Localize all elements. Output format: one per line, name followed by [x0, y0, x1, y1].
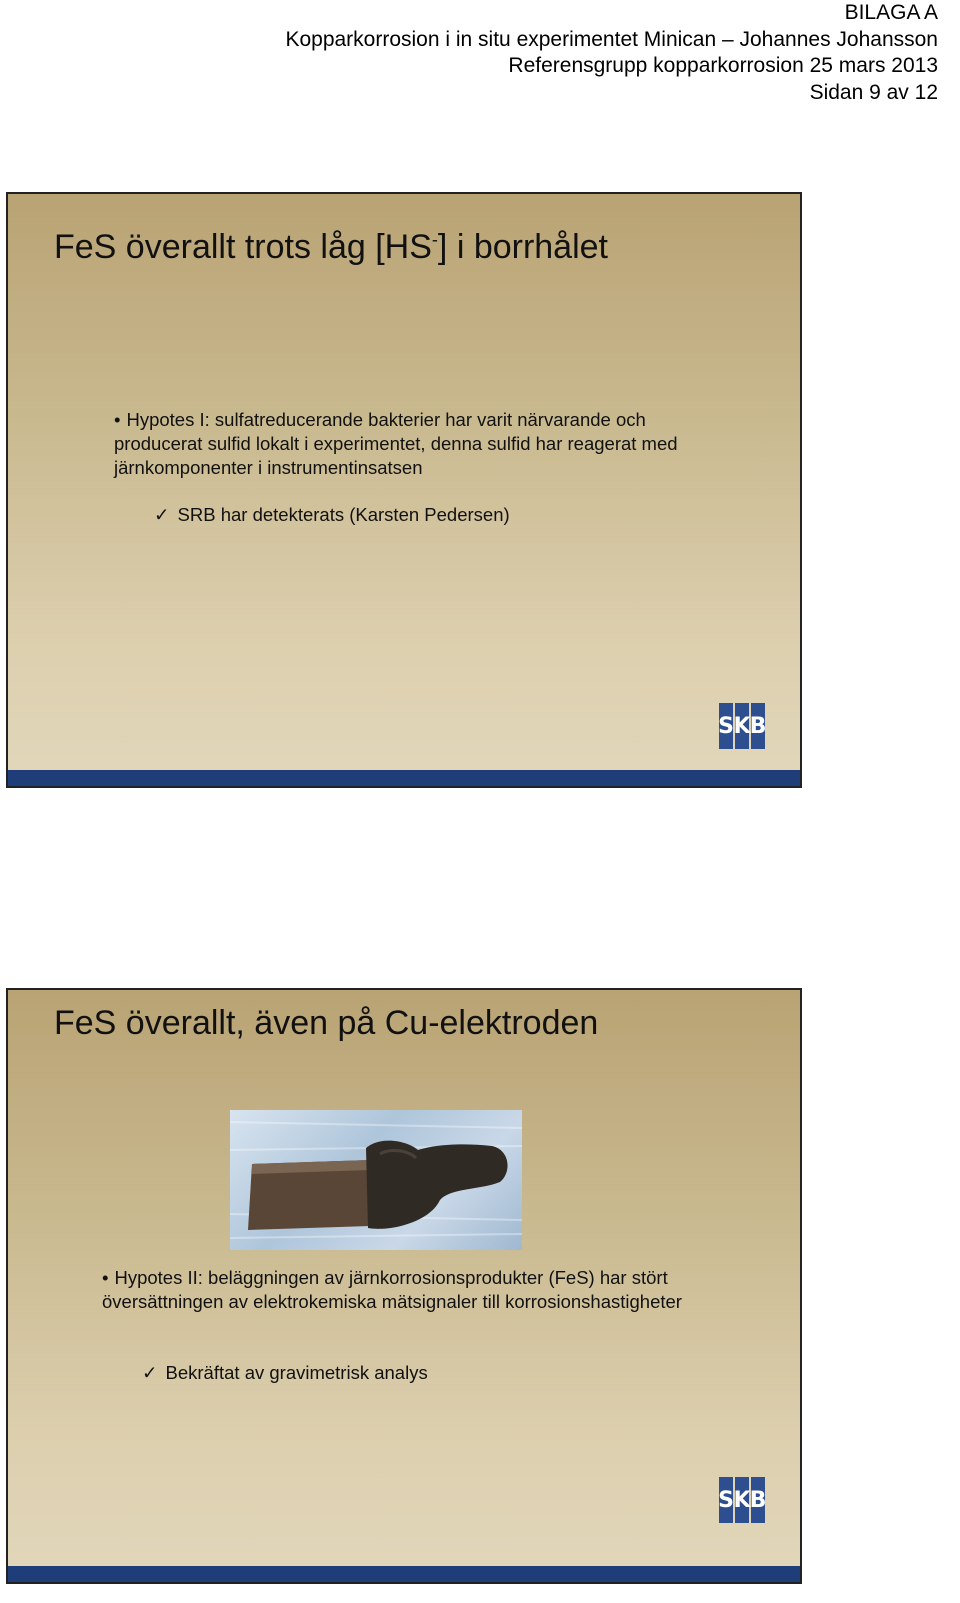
slide-1-title: FeS överallt trots låg [HS-] i borrhålet	[54, 228, 609, 266]
check-icon: ✓	[142, 1362, 158, 1383]
skb-logo: S K B	[719, 703, 765, 749]
page-header	[285, 0, 938, 106]
slide-1	[6, 192, 802, 788]
slide-1-check: ✓ SRB har detekterats (Karsten Pedersen)	[154, 504, 510, 525]
electrode-image	[230, 1110, 522, 1250]
bullet-icon: •	[114, 409, 121, 430]
bullet-icon: •	[102, 1267, 109, 1288]
slide-2-title: FeS överallt, även på Cu-elektroden	[54, 1004, 599, 1042]
slide-2-bullet: • Hypotes II: beläggningen av järnkorrosionsprodukter (FeS) har stört översättningen av elektrokemiska mätsignaler till korrosionshastigheter	[102, 1267, 682, 1312]
slide-bottom-bar	[8, 1566, 800, 1582]
page-number: Sidan 9 av 12	[809, 80, 938, 104]
slide-bottom-bar	[8, 770, 800, 786]
skb-logo: S K B	[719, 1477, 765, 1523]
slide-2-check: ✓ Bekräftat av gravimetrisk analys	[142, 1362, 428, 1383]
appendix-label: BILAGA A	[844, 1, 938, 24]
slide-2	[6, 988, 802, 1584]
slide-1-bullet: • Hypotes I: sulfatreducerande bakterier har varit närvarande och producerat sulfid lokalt i experimentet, denna sulfid har reagerat med järnkomponenter i instrumentinsatsen	[114, 409, 678, 478]
check-icon: ✓	[154, 504, 170, 525]
cu-electrode-photo	[230, 1110, 522, 1250]
header-title: Kopparkorrosion i in situ experimentet Minican – Johannes Johansson	[285, 27, 938, 51]
header-meeting: Referensgrupp kopparkorrosion 25 mars 2013	[508, 54, 938, 77]
